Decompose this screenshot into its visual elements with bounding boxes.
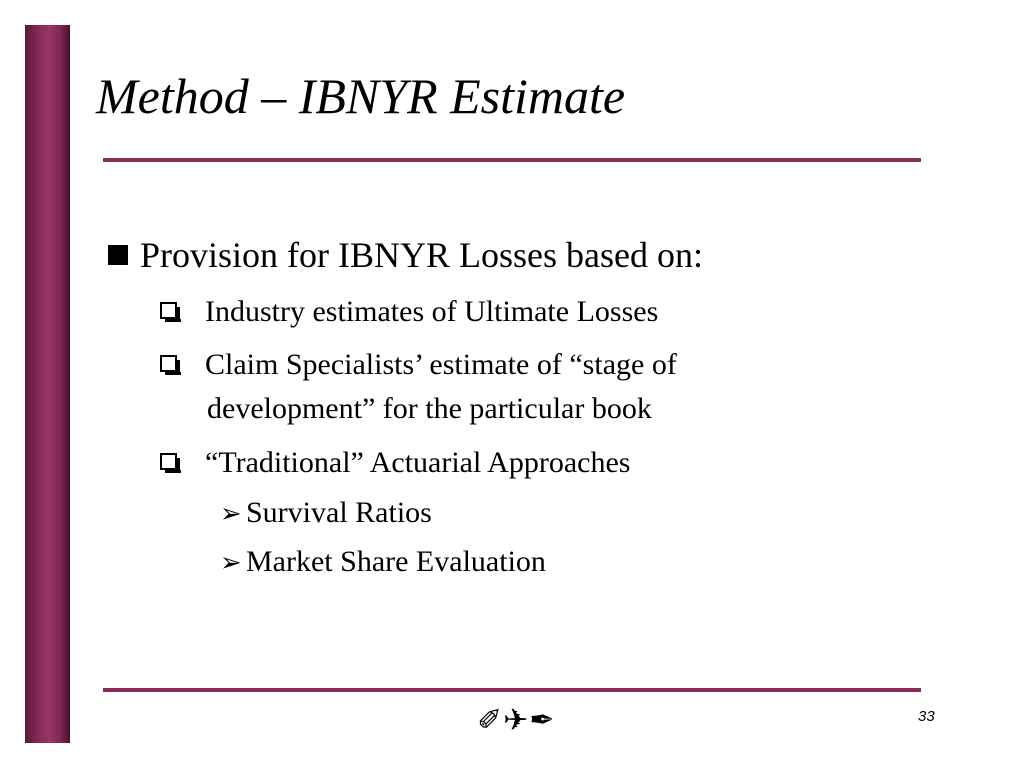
hollow-square-icon [160,302,177,319]
sub-bullet [160,446,630,480]
side-accent-bar [25,25,69,743]
sub-bullet-text: development” for the particular book [207,392,652,425]
hollow-square-icon [160,355,177,372]
sub-bullet [160,348,677,382]
sub-sub-bullet [220,545,546,580]
title-divider [103,158,921,162]
footer-logo-glyphs: ✐✈✒ [477,703,556,738]
filled-square-icon [108,245,128,265]
page-number: 33 [918,708,935,725]
sub-bullet-text: “Traditional” Actuarial Approaches [205,446,631,479]
sub-bullet [160,295,658,329]
main-bullet-text: Provision for IBNYR Losses based on: [140,235,703,275]
sub-bullet-text: Claim Specialists’ estimate of “stage of [205,348,677,381]
sub-sub-bullet [220,496,432,531]
arrowhead-icon: ➢ [220,499,242,528]
hollow-square-icon [160,453,177,470]
sub-sub-bullet-text: Survival Ratios [246,496,432,529]
footer-divider [103,688,921,692]
main-bullet [108,233,703,277]
sub-bullet-text: Industry estimates of Ultimate Losses [205,295,659,328]
arrowhead-icon: ➢ [220,548,242,577]
sub-bullet-continuation [207,392,652,426]
sub-sub-bullet-text: Market Share Evaluation [246,545,546,578]
slide-title: Method – IBNYR Estimate [96,68,626,124]
